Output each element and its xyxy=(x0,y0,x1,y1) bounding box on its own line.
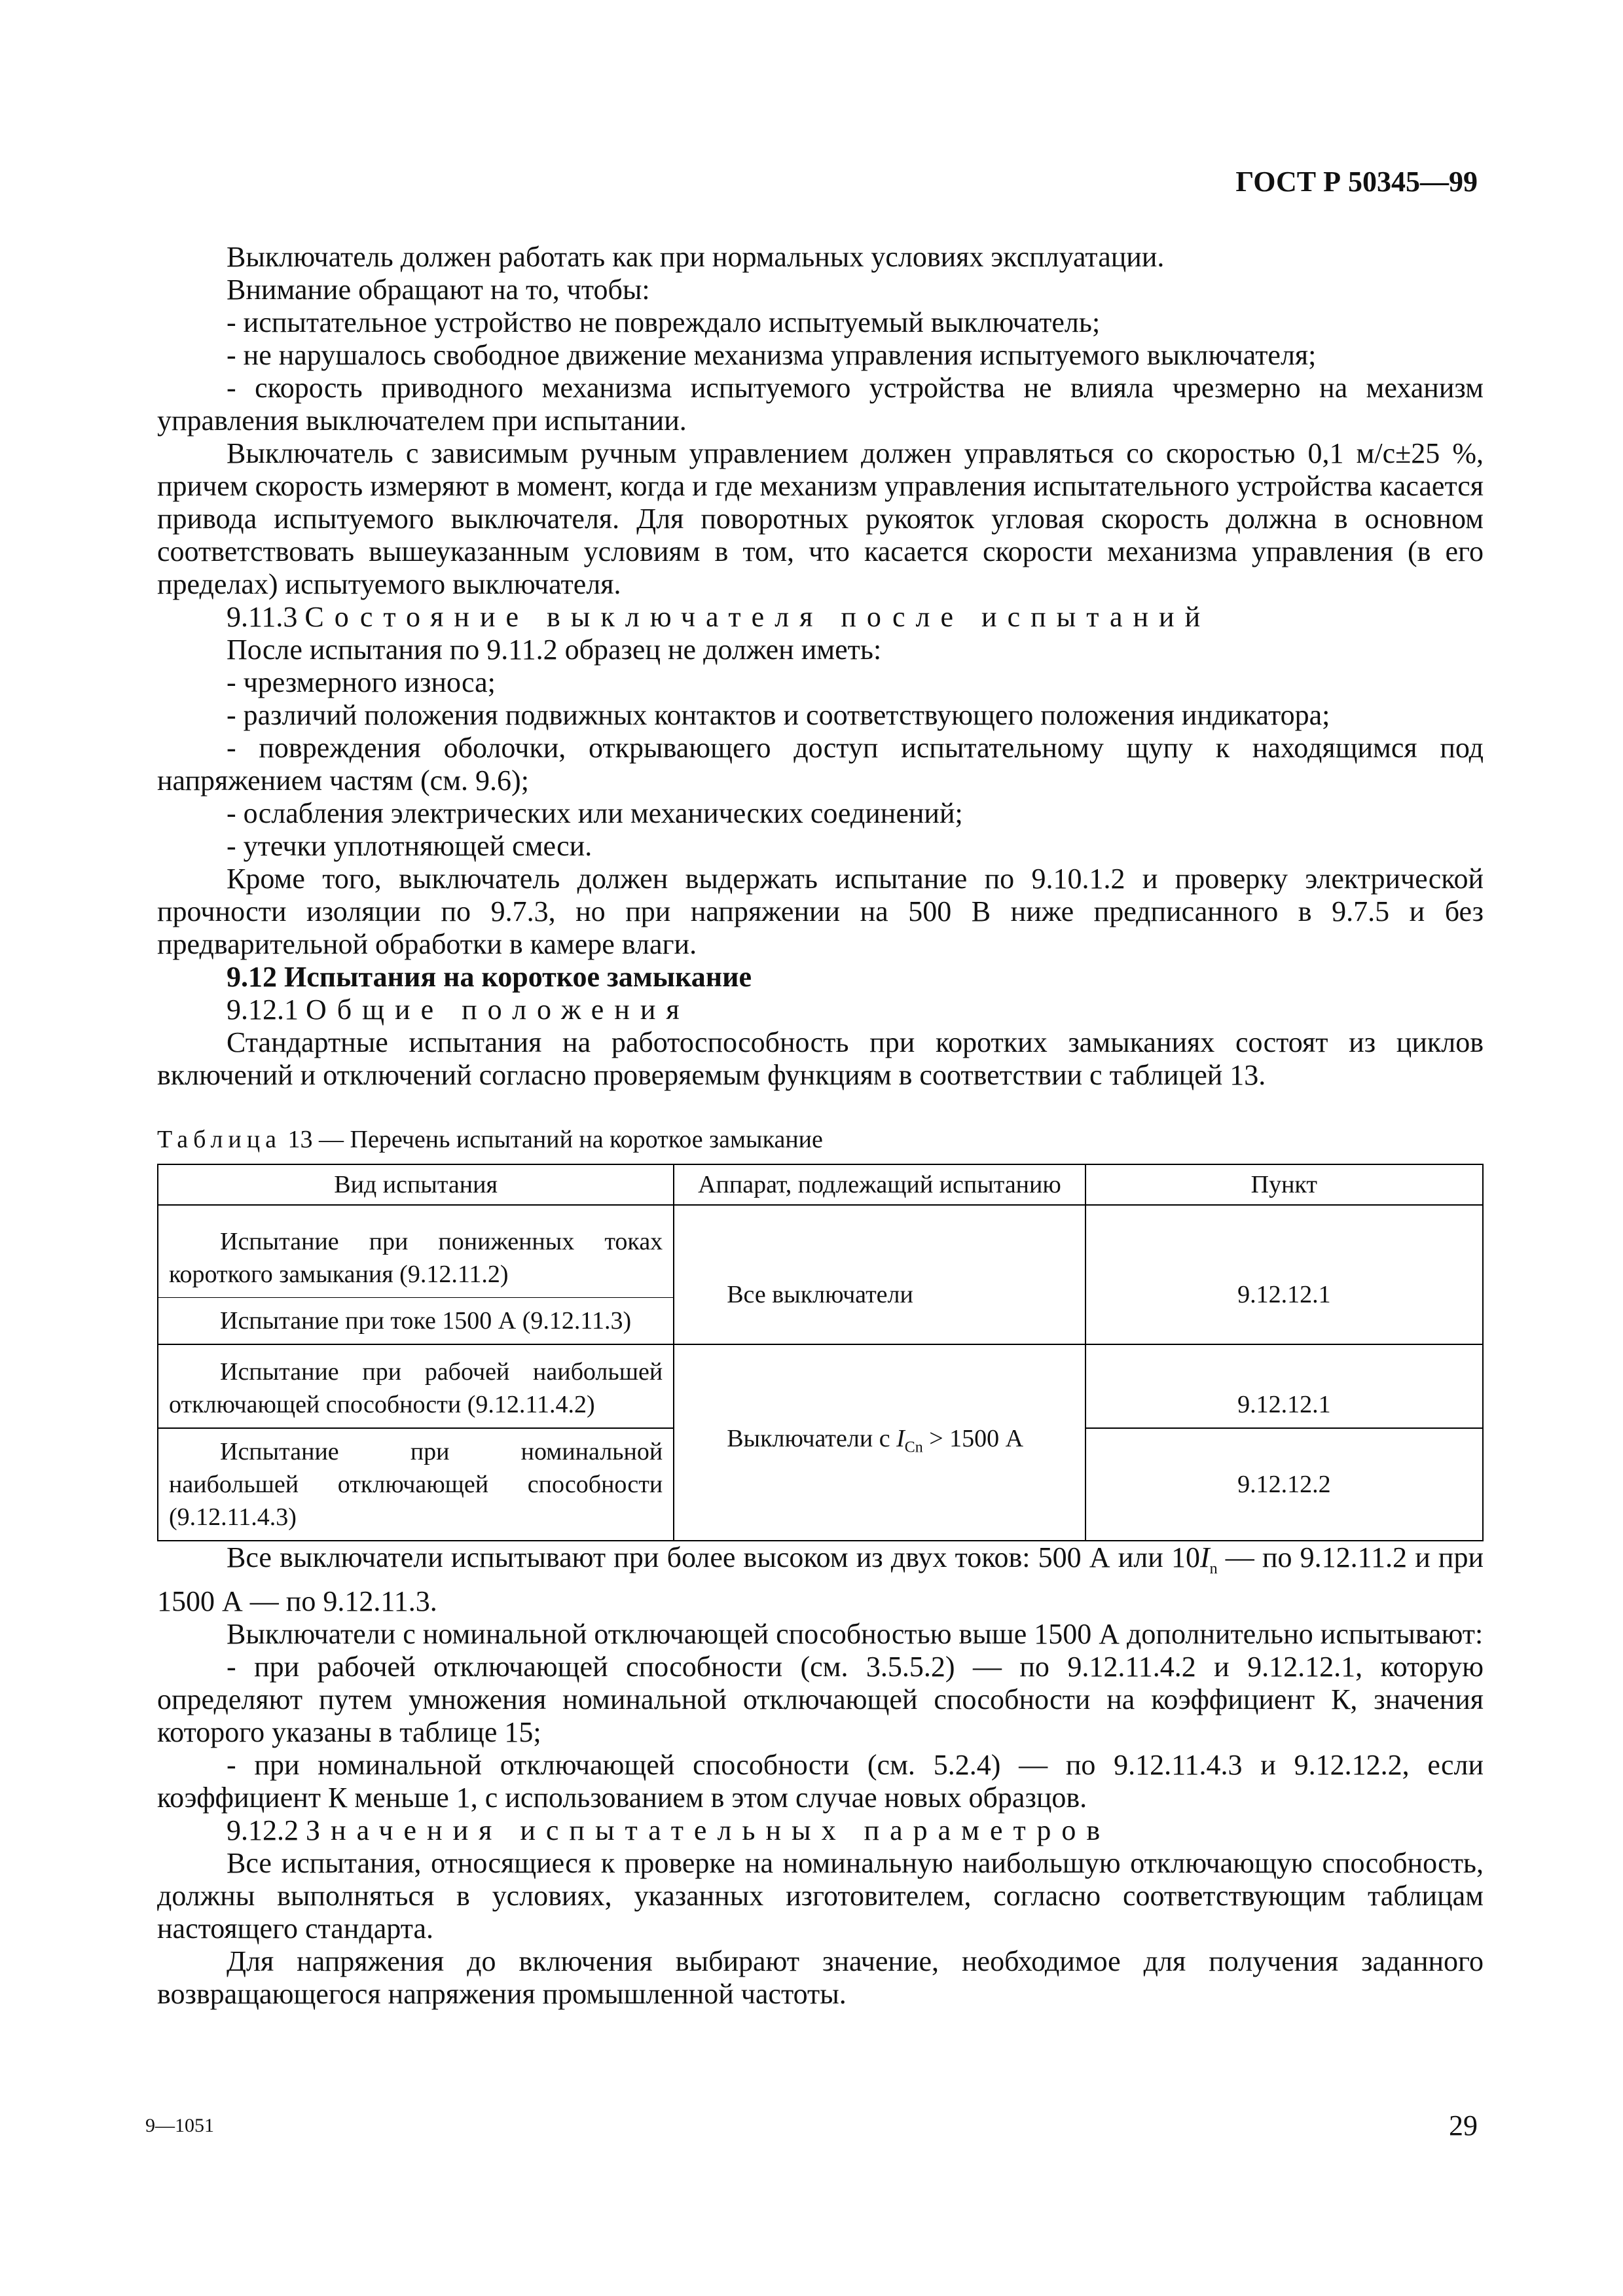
section-title: Состояние выключателя после испытаний xyxy=(304,601,1211,633)
table-caption-text: 13 — Перечень испытаний на короткое замыкание xyxy=(287,1126,823,1153)
section-heading-9-12-1 xyxy=(157,994,1484,1026)
print-code: 9—1051 xyxy=(145,2115,214,2136)
paragraph: Стандартные испытания на работоспособность при коротких замыканиях состоят из циклов включений и отключений согласно проверяемым функциям в соответствии с таблицей 13. xyxy=(157,1026,1484,1091)
list-item: - утечки уплотняющей смеси. xyxy=(227,830,593,862)
paragraph: После испытания по 9.11.2 образец не должен иметь: xyxy=(227,634,882,666)
section-title: Значения испытательных параметров xyxy=(306,1814,1111,1846)
paragraph: Все выключатели испытывают при более высоком из двух токов: 500 А или $10I_n$ — по 9.12.11.2 и при 1500 А — по 9.12.11.3. xyxy=(157,1541,1484,1617)
list-item: - испытательное устройство не повреждало испытуемый выключатель; xyxy=(227,306,1101,338)
table-cell: Испытание при пониженных токах короткого замыкания (9.12.11.2) xyxy=(158,1205,674,1298)
table-cell: Испытание при токе 1500 А (9.12.11.3) xyxy=(158,1298,674,1345)
table-cell: Испытание при номинальной наибольшей отключающей способности (9.12.11.4.3) xyxy=(158,1428,674,1541)
column-header: Аппарат, подлежащий испытанию xyxy=(674,1164,1085,1205)
list-item: - при номинальной отключающей способности (см. 5.2.4) — по 9.12.11.4.3 и 9.12.12.2, если коэффициент К меньше 1, с использованием в этом случае новых образцов. xyxy=(157,1748,1484,1814)
paragraph: Внимание обращают на то, чтобы: xyxy=(227,274,650,306)
list-item: - скорость приводного механизма испытуемого устройства не влияла чрезмерно на механизм управления выключателем при испытании. xyxy=(157,372,1484,437)
list-item: - при рабочей отключающей способности (см. 3.5.5.2) — по 9.12.11.4.2 и 9.12.12.1, которую определяют путем умножения номинальной отключающей способности на коэффициент К, значения которого указаны в таблице 15; xyxy=(157,1650,1484,1748)
table-row xyxy=(158,1344,1483,1428)
paragraph: Выключатели с номинальной отключающей способностью выше 1500 А дополнительно испытывают: xyxy=(227,1617,1484,1650)
table-cell: 9.12.12.1 xyxy=(1085,1344,1483,1428)
list-item: - различий положения подвижных контактов и соответствующего положения индикатора; xyxy=(227,699,1330,731)
section-number: 9.12.2 xyxy=(227,1814,299,1846)
paragraph: Для напряжения до включения выбирают значение, необходимое для получения заданного возвращающегося напряжения промышленной частоты. xyxy=(157,1945,1484,2010)
section-heading-9-11-3 xyxy=(157,601,1484,634)
section-title: Общие положения xyxy=(306,994,690,1026)
list-item: - ослабления электрических или механических соединений; xyxy=(227,797,963,829)
document-header: ГОСТ Р 50345—99 xyxy=(1235,166,1478,198)
table-cell: 9.12.12.2 xyxy=(1085,1428,1483,1541)
list-item: - повреждения оболочки, открывающего доступ испытательному щупу к находящимся под напряжением частям (см. 9.6); xyxy=(157,732,1484,797)
page-body xyxy=(157,241,1484,2011)
paragraph: Выключатель с зависимым ручным управлением должен управляться со скоростью 0,1 м/с±25 %, причем скорость измеряют в момент, когда и где механизм управления испытательного устройства касается привода испытуемого выключателя. Для поворотных рукояток угловая скорость должна в основном соответствовать вышеуказанным условиям в том, что касается скорости механизма управления (в его пределах) испытуемого выключателя. xyxy=(157,437,1484,600)
list-item: - чрезмерного износа; xyxy=(227,666,496,698)
table-13 xyxy=(157,1164,1484,1541)
list-item: - не нарушалось свободное движение механизма управления испытуемого выключателя; xyxy=(227,339,1317,371)
table-caption-word: Таблица xyxy=(157,1126,282,1153)
column-header: Вид испытания xyxy=(158,1164,674,1205)
table-header-row xyxy=(158,1164,1483,1205)
table-cell: Все выключатели xyxy=(674,1205,1085,1344)
paragraph: Выключатель должен работать как при нормальных условиях эксплуатации. xyxy=(227,241,1165,273)
table-row xyxy=(158,1205,1483,1298)
section-heading-9-12-2 xyxy=(157,1814,1484,1847)
section-number: 9.11.3 xyxy=(227,601,298,633)
page-number: 29 xyxy=(1449,2109,1478,2142)
table-cell: Испытание при рабочей наибольшей отключающей способности (9.12.11.4.2) xyxy=(158,1344,674,1428)
section-heading-9-12: 9.12 Испытания на короткое замыкание xyxy=(227,961,752,993)
column-header: Пункт xyxy=(1085,1164,1483,1205)
table-cell: Выключатели с $I_{Cn} > 1500$ А xyxy=(674,1344,1085,1541)
table-cell: 9.12.12.1 xyxy=(1085,1205,1483,1344)
paragraph: Все испытания, относящиеся к проверке на номинальную наибольшую отключающую способность, должны выполняться в условиях, указанных изготовителем, согласно соответствующим таблицам настоящего стандарта. xyxy=(157,1846,1484,1945)
section-number: 9.12.1 xyxy=(227,994,299,1026)
table-caption xyxy=(157,1124,1484,1155)
paragraph: Кроме того, выключатель должен выдержать испытание по 9.10.1.2 и проверку электрической прочности изоляции по 9.7.3, но при напряжении на 500 В ниже предписанного в 9.7.5 и без предварительной обработки в камере влаги. xyxy=(157,863,1484,960)
